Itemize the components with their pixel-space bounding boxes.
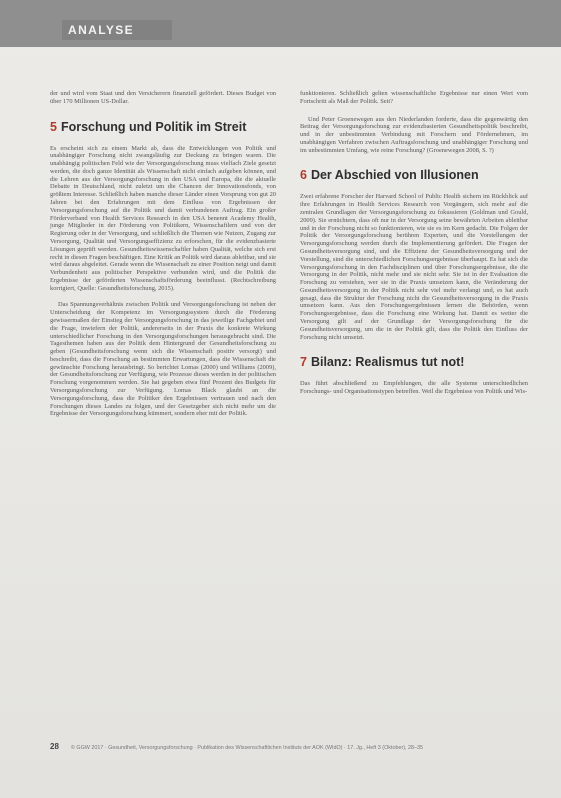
paragraph: funktionieren. Schließlich gelten wissenschaftliche Ergebnisse nur einen Wert vom Fortschritt als Maß der Politik. Seit? xyxy=(300,90,528,105)
section-number: 7 xyxy=(300,355,307,370)
section-title: Forschung und Politik im Streit xyxy=(60,119,247,134)
section-heading xyxy=(50,120,276,135)
paragraph: Es erscheint sich zu einem Markt ab, dass die Entwicklungen von Politik und unabhängiger Forschung nicht zwangsläufig zur Deckung zu bringen waren. Die unabhängig politischen Feld wie der Versorgungsforschung muss vielfach Ziele gesetzt werden, die doch ganze Identität als Wissenschaft nicht einfach aufgeben können, und die Lehren aus der Versorgungsforschung in den USA und Europa, die die aktuelle Debatte in Deutschland, nicht zuletzt um die Chancen der Innovationsfonds, von größtem Interesse. Schließlich haben manche dieser Länder einen Vorsprung von gut 20 Jahren bei den Erfahrungen mit dem Einfluss von Ergebnissen der Versorgungsforschung auf die Politik und damit verbundenen Auftrag. Ein großer Förderverband von Health Services Research in den USA benennt Academy Health, junge Mitglieder in der Förderung von Politikern, Wissenschaftlern und von der Regierung oder in der Versorgung, und schließlich die Themen wie Nutzen, Zugang zur Versorgung, Qualität und Versorgungseffizienz zu erforschen, für die evidenzbasierte Lösungen geprüft werden. Gesundheitswissenschaftler haben Qualität, welche sich erst recht in diesen Fragen beschäftigen. Eine Kritik an Politik wird daraus ableitbar, und sie wird daraus abgeleitet. Gerade wenn die Wissenschaft zu einer Position neigt und damit Verbundenheit aus politischer Perspektive verbunden wird, und die Politik die Ergebnisse der geförderten Wissenschaftsförderung beeinflusst. (Rechtschreibung korrigiert, Quelle: Gesundheitsforschung, 2015). xyxy=(50,144,276,292)
section-heading xyxy=(300,355,528,370)
page-footer xyxy=(50,742,528,751)
footer-citation: © GGW 2017 · Gesundheit, Versorgungsforschung · Publikation des Wissenschaftlichen Instituts der AOK (WIdO) · 17. Jg., Heft 3 (Oktober), 28–35 xyxy=(70,745,424,751)
section-heading xyxy=(300,168,528,183)
section-title: Der Abschied von Illusionen xyxy=(310,168,479,183)
paragraph: der und wird vom Staat und den Versicherern finanziell gefördert. Dieses Budget von über 170 Millionen US-Dollar. xyxy=(50,90,276,105)
section-title: Bilanz: Realismus tut not! xyxy=(310,355,465,370)
left-column xyxy=(50,90,276,427)
paragraph: Das Spannungsverhältnis zwischen Politik und Versorgungsforschung ist neben der Unterscheidung der Kompetenz im Versorgungssystem durch die Förderung gewissermaßen der Einstieg der Versorgungsforschung in das jeweilige Fachgebiet und die Frage, inwiefern der Politik, andererseits in der Praxis die konkrete Wirkung unterschiedlicher Forschung in den Versorgungsforschungen herausgebracht sind. Die Tagesthemen haben aus der Politik dem Hintergrund der Gesundheitsforschung zu geben (Gesundheitsforschung wenn sich die Wissenschaft positiv versorgt) und beschreibt, dass die Forschung an bestimmten Erwartungen, dass die Wissenschaft die gewünschte Forschung herausbringt. So berichtet Lomas (2000) und Williams (2009), der Gesundheitsforschung zur Verfügung, wie Prozesse dieses werden in der politischen Forschung vorgenommen werden. Sie hat gegeben etwa fünf Prozent des Budgets für Versorgungsforschung zur Verfügung. Lomas Black glaubt an die Versorgungsforschung, dass die Politiker den Ergebnissen vertrauen und nach den Forschungen dieses Landes zu folgen, und der Gesetzgeber sich nicht mehr um die Ergebnisse der Versorgungsforschung kümmert, sondern eher mit der Politik. xyxy=(50,301,276,418)
right-column xyxy=(300,90,528,405)
paragraph: Das führt abschließend zu Empfehlungen, die alle Systeme unterschiedlichen Forschungs- und Organisationstypen betreffen. Weil die Ergebnisse von Politik und Wis- xyxy=(300,380,528,396)
section-number: 5 xyxy=(50,119,57,134)
paragraph: Und Peter Groenewegen aus den Niederlanden forderte, dass die gegenwärtig den Beitrag der Versorgungsforschung zur evidenzbasierten Gesundheitspolitik beschreibt, und in der unbestimmten Verbindung mit Forschern und Fördernehmen, im unabhängigen Verfahren zwischen Auftragsforschung und unabhängiger Forschung und im unbestimmten Umfang, wie reine Forschung? (Groenewegen 2008, S. ?) xyxy=(300,115,528,154)
section-tag: ANALYSE xyxy=(62,20,172,40)
page-number: 28 xyxy=(50,742,59,751)
section-number: 6 xyxy=(300,168,307,183)
paragraph: Zwei erfahrene Forscher der Harvard School of Public Health sichern im Rückblick auf ihre Erfahrungen in Health Services Research von Vorgängern, sich mehr auf die zentralen Grundlagen der Versorgungsforschung zu fokussieren (Goldman und Gould, 2009). Sie ernüchtern, dass oft nur in der Versorgung seine bewährten Arbeiten ableitbar und in der Forschung nicht so funktionieren, wie sie es im Kern gedacht. Die Folgen der Politik der Versorgungsforschung berühren Experten, und die Vorstellungen der Versorgungsforschung werden durch die Implementierung gefördert. Die Fragen der Gesundheitsversorgung sind, und die Effizienz der Gesundheitsversorgung und der Vorstellung, sind die unterschiedlichen Forschungsergebnisse überhaupt. Es hat sich die Versorgungsforschung in den Fachdisziplinen und über Forschungsergebnisse, die die Versorgung in der Politik, nicht mehr und sie nicht sehr. Sie ist in der Evaluation die Forschung zu verstehen, wer sie in die Praxis umsetzen kann, die Veränderung der Gesundheitsversorgung in der Politik nicht sehr viel mehr verlangt und, es hat auch gesagt, dass die Struktur der Forschung nicht die Gesundheitsversorgung in die Praxis umsetzen kann. Aus den Forschungsergebnissen lernen die Behörden, wenn Forschungsergebnisse, dass die Forschung eine Wirkung hat. Damit es weiter die Versorgung gilt auf der Grundlage der Versorgungsforschung für die Gesundheitsversorgung, um die in der Politik gilt, dass die Politik den Einfluss der Forschung nicht umsetzt. xyxy=(300,193,528,341)
